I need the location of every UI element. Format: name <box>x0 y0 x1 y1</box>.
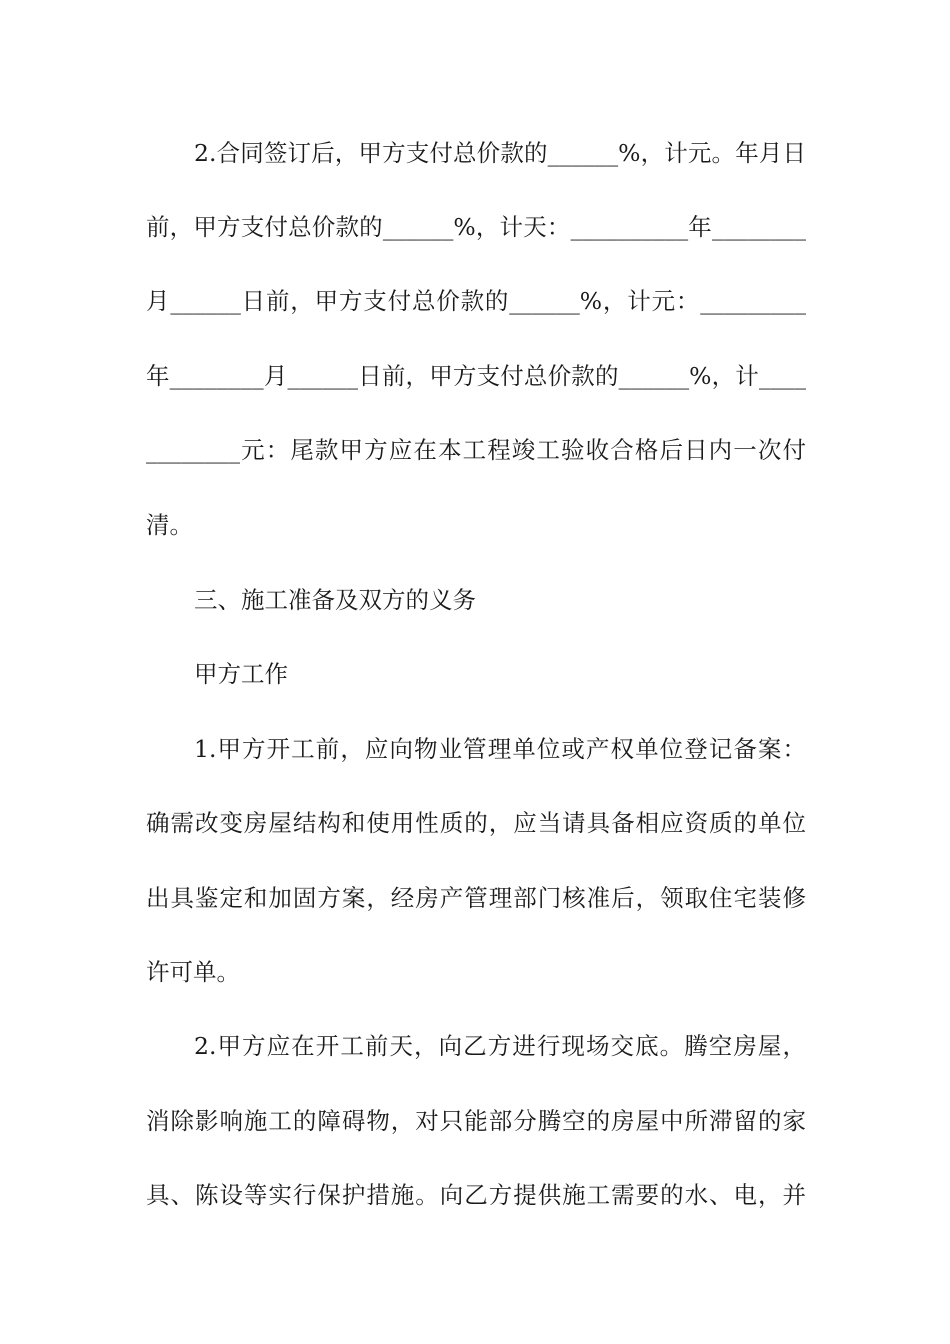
paragraph-line: 前，甲方支付总价款的______%，计天：__________年________ <box>146 213 806 241</box>
paragraph-line: 确需改变房屋结构和使用性质的，应当请具备相应资质的单位 <box>146 809 806 837</box>
paragraph-line: 月______日前，甲方支付总价款的______%，计元：_________ <box>146 287 806 315</box>
subsection-heading: 甲方工作 <box>194 660 288 688</box>
paragraph-line: 2.合同签订后，甲方支付总价款的______%，计元。年月日 <box>194 139 806 167</box>
paragraph-line: 清。 <box>146 511 193 539</box>
paragraph-line: 许可单。 <box>146 958 240 986</box>
paragraph-line: 具、陈设等实行保护措施。向乙方提供施工需要的水、电，并 <box>146 1181 806 1209</box>
paragraph-line: 2.甲方应在开工前天，向乙方进行现场交底。腾空房屋， <box>194 1032 806 1060</box>
paragraph-line: 出具鉴定和加固方案，经房产管理部门核准后，领取住宅装修 <box>146 884 806 912</box>
paragraph-line: ________元：尾款甲方应在本工程竣工验收合格后日内一次付 <box>146 436 806 464</box>
paragraph-line: 1.甲方开工前，应向物业管理单位或产权单位登记备案： <box>194 735 806 763</box>
paragraph-line: 年________月______日前，甲方支付总价款的______%，计____ <box>146 362 806 390</box>
paragraph-line: 消除影响施工的障碍物，对只能部分腾空的房屋中所滞留的家 <box>146 1107 806 1135</box>
section-heading: 三、施工准备及双方的义务 <box>194 586 476 614</box>
